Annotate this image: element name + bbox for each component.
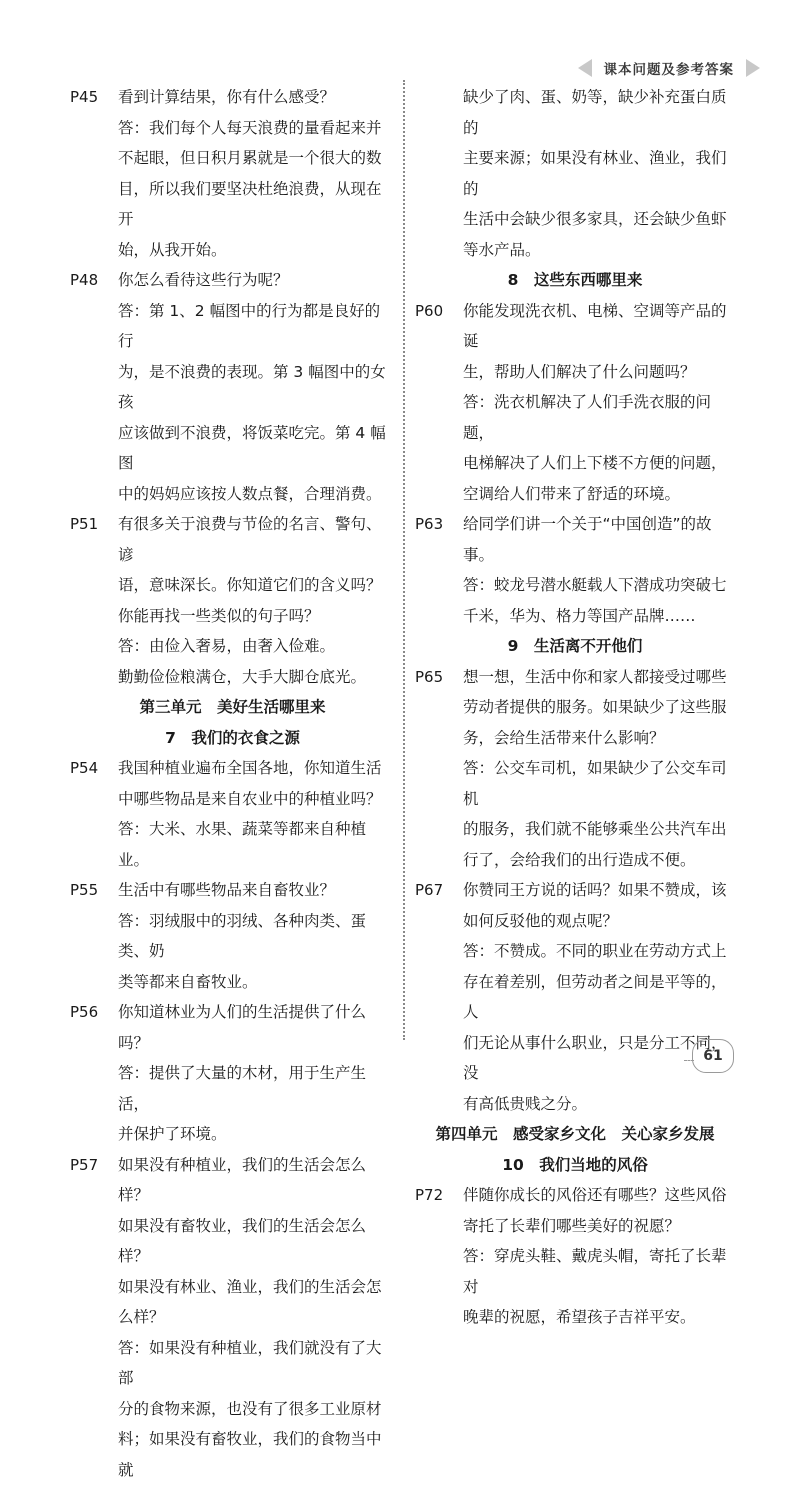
question-p56 bbox=[70, 997, 395, 1058]
question-line: 你能再找一些类似的句子吗？ bbox=[118, 601, 395, 632]
answer-line: 电梯解决了人们上下楼不方便的问题， bbox=[463, 448, 735, 479]
question-text bbox=[463, 296, 735, 388]
answer-line: 缺少了肉、蛋、奶等，缺少补充蛋白质的 bbox=[463, 82, 735, 143]
question-line: 如何反驳他的观点呢？ bbox=[463, 906, 735, 937]
answer-p60 bbox=[415, 387, 735, 509]
lesson-heading: 9 生活离不开他们 bbox=[415, 631, 735, 662]
question-line: 么样？ bbox=[118, 1302, 395, 1333]
question-p65 bbox=[415, 662, 735, 754]
answer-line: 答：羽绒服中的羽绒、各种肉类、蛋类、奶 bbox=[118, 906, 395, 967]
answer-line: 分的食物来源，也没有了很多工业原材 bbox=[118, 1394, 395, 1425]
answer-line: 并保护了环境。 bbox=[118, 1119, 395, 1150]
question-text bbox=[118, 1150, 395, 1333]
question-line: 务，会给生活带来什么影响？ bbox=[463, 723, 735, 754]
answer-line: 答：大米、水果、蔬菜等都来自种植业。 bbox=[118, 814, 395, 875]
question-p72 bbox=[415, 1180, 735, 1241]
answer-p54 bbox=[70, 814, 395, 875]
question-p55 bbox=[70, 875, 395, 906]
question-line: 如果没有种植业，我们的生活会怎么样？ bbox=[118, 1150, 395, 1211]
answer-line: 中的妈妈应该按人数点餐，合理消费。 bbox=[118, 479, 395, 510]
page-ref: P55 bbox=[70, 875, 118, 906]
answer-line: 答：不赞成。不同的职业在劳动方式上 bbox=[463, 936, 735, 967]
page-ref: P45 bbox=[70, 82, 118, 113]
answer-line: 答：第 1、2 幅图中的行为都是良好的行 bbox=[118, 296, 395, 357]
question-text bbox=[463, 875, 735, 936]
answer-line: 答：蛟龙号潜水艇载人下潜成功突破七 bbox=[463, 570, 735, 601]
page-ref: P48 bbox=[70, 265, 118, 296]
answer-line: 等水产品。 bbox=[463, 235, 735, 266]
right-column bbox=[415, 82, 735, 1333]
question-text bbox=[463, 1180, 735, 1241]
answer-line: 答：如果没有种植业，我们就没有了大部 bbox=[118, 1333, 395, 1394]
question-line: 生，帮助人们解决了什么问题吗？ bbox=[463, 357, 735, 388]
answer-line: 主要来源；如果没有林业、渔业，我们的 bbox=[463, 143, 735, 204]
question-line: 如果没有畜牧业，我们的生活会怎么样？ bbox=[118, 1211, 395, 1272]
question-text bbox=[118, 509, 395, 631]
question-p57 bbox=[70, 1150, 395, 1333]
question-text bbox=[118, 753, 395, 814]
answer-line: 的服务，我们就不能够乘坐公共汽车出 bbox=[463, 814, 735, 845]
answer-p45 bbox=[70, 113, 395, 266]
question-line: 想一想，生活中你和家人都接受过哪些 bbox=[463, 662, 735, 693]
answer-line: 行了，会给我们的出行造成不便。 bbox=[463, 845, 735, 876]
answer-p57-continued bbox=[415, 82, 735, 265]
triangle-right-icon bbox=[746, 59, 760, 77]
page-ref: P56 bbox=[70, 997, 118, 1058]
header-title: 课本问题及参考答案 bbox=[600, 58, 739, 78]
answer-p48 bbox=[70, 296, 395, 510]
answer-line: 始，从我开始。 bbox=[118, 235, 395, 266]
answer-line: 们无论从事什么职业，只是分工不同，没 bbox=[463, 1028, 735, 1089]
answer-p57 bbox=[70, 1333, 395, 1485]
answer-line: 答：洗衣机解决了人们手洗衣服的问题， bbox=[463, 387, 735, 448]
question-line: 寄托了长辈们哪些美好的祝愿？ bbox=[463, 1211, 735, 1242]
page-number: 61 bbox=[692, 1039, 734, 1073]
answer-line: 存在着差别，但劳动者之间是平等的，人 bbox=[463, 967, 735, 1028]
page-ref: P54 bbox=[70, 753, 118, 814]
page-ref: P72 bbox=[415, 1180, 463, 1241]
page-ref: P51 bbox=[70, 509, 118, 631]
answer-line: 料；如果没有畜牧业，我们的食物当中就 bbox=[118, 1424, 395, 1485]
question-line: 语，意味深长。你知道它们的含义吗？ bbox=[118, 570, 395, 601]
answer-line: 目，所以我们要坚决杜绝浪费，从现在开 bbox=[118, 174, 395, 235]
answer-line: 不起眼，但日积月累就是一个很大的数 bbox=[118, 143, 395, 174]
question-text: 看到计算结果，你有什么感受？ bbox=[118, 82, 395, 113]
answer-line: 答：公交车司机，如果缺少了公交车司机 bbox=[463, 753, 735, 814]
question-line: 如果没有林业、渔业，我们的生活会怎 bbox=[118, 1272, 395, 1303]
answer-line: 答：由俭入奢易，由奢入俭难。 bbox=[118, 631, 395, 662]
question-p45 bbox=[70, 82, 395, 113]
answer-p56 bbox=[70, 1058, 395, 1150]
answer-line: 答：提供了大量的木材，用于生产生活， bbox=[118, 1058, 395, 1119]
question-p63 bbox=[415, 509, 735, 570]
question-p48 bbox=[70, 265, 395, 296]
answer-p65 bbox=[415, 753, 735, 875]
answer-line: 空调给人们带来了舒适的环境。 bbox=[463, 479, 735, 510]
question-text bbox=[463, 662, 735, 754]
page-ref: P67 bbox=[415, 875, 463, 936]
question-line: 伴随你成长的风俗还有哪些？这些风俗 bbox=[463, 1180, 735, 1211]
answer-p67 bbox=[415, 936, 735, 1119]
question-p67 bbox=[415, 875, 735, 936]
question-line: 我国种植业遍布全国各地，你知道生活 bbox=[118, 753, 395, 784]
question-line: 劳动者提供的服务。如果缺少了这些服 bbox=[463, 692, 735, 723]
column-divider bbox=[403, 80, 405, 1040]
answer-line: 晚辈的祝愿，希望孩子吉祥平安。 bbox=[463, 1302, 735, 1333]
answer-p63 bbox=[415, 570, 735, 631]
left-column bbox=[70, 82, 395, 1485]
question-text: 给同学们讲一个关于“中国创造”的故事。 bbox=[463, 509, 735, 570]
question-text: 你怎么看待这些行为呢？ bbox=[118, 265, 395, 296]
page-header bbox=[578, 58, 761, 78]
answer-line: 应该做到不浪费，将饭菜吃完。第 4 幅图 bbox=[118, 418, 395, 479]
page-ref: P57 bbox=[70, 1150, 118, 1333]
question-line: 你赞同王方说的话吗？如果不赞成，该 bbox=[463, 875, 735, 906]
answer-line: 答：穿虎头鞋、戴虎头帽，寄托了长辈对 bbox=[463, 1241, 735, 1302]
answer-line: 有高低贵贱之分。 bbox=[463, 1089, 735, 1120]
answer-line: 类等都来自畜牧业。 bbox=[118, 967, 395, 998]
answer-p51 bbox=[70, 631, 395, 692]
answer-line: 答：我们每个人每天浪费的量看起来并 bbox=[118, 113, 395, 144]
page-ref: P63 bbox=[415, 509, 463, 570]
page-ref: P65 bbox=[415, 662, 463, 754]
answer-line: 勤勤俭俭粮满仓，大手大脚仓底光。 bbox=[118, 662, 395, 693]
question-p60 bbox=[415, 296, 735, 388]
question-line: 中哪些物品是来自农业中的种植业吗？ bbox=[118, 784, 395, 815]
question-line: 有很多关于浪费与节俭的名言、警句、谚 bbox=[118, 509, 395, 570]
unit-heading: 第三单元 美好生活哪里来 bbox=[70, 692, 395, 723]
question-text: 你知道林业为人们的生活提供了什么吗？ bbox=[118, 997, 395, 1058]
answer-p72 bbox=[415, 1241, 735, 1333]
question-p51 bbox=[70, 509, 395, 631]
question-text: 生活中有哪些物品来自畜牧业？ bbox=[118, 875, 395, 906]
question-p54 bbox=[70, 753, 395, 814]
triangle-left-icon bbox=[578, 59, 592, 77]
lesson-heading: 10 我们当地的风俗 bbox=[415, 1150, 735, 1181]
page-ref: P60 bbox=[415, 296, 463, 388]
lesson-heading: 8 这些东西哪里来 bbox=[415, 265, 735, 296]
answer-line: 千米，华为、格力等国产品牌…… bbox=[463, 601, 735, 632]
unit-heading: 第四单元 感受家乡文化 关心家乡发展 bbox=[415, 1119, 735, 1150]
answer-p55 bbox=[70, 906, 395, 998]
answer-line: 生活中会缺少很多家具，还会缺少鱼虾 bbox=[463, 204, 735, 235]
question-line: 你能发现洗衣机、电梯、空调等产品的诞 bbox=[463, 296, 735, 357]
answer-line: 为，是不浪费的表现。第 3 幅图中的女孩 bbox=[118, 357, 395, 418]
lesson-heading: 7 我们的衣食之源 bbox=[70, 723, 395, 754]
